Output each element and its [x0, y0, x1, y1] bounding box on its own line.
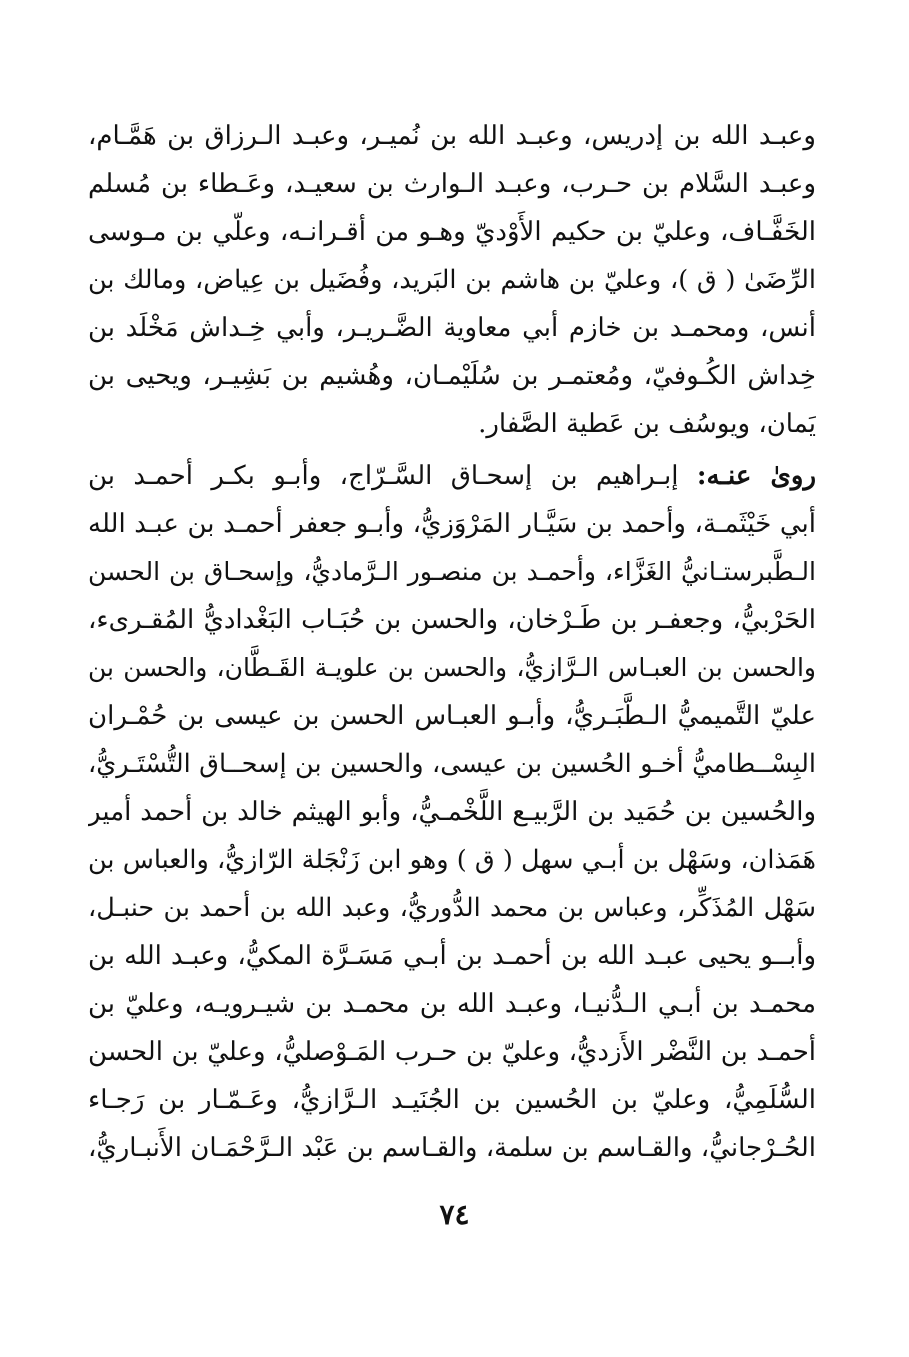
- text-line: سَهْل المُذَكِّر، وعباس بن محمد الدُّوريُّ، وعبد الله بن أحمد بن حنبـل،: [88, 893, 816, 923]
- text-line: أنس، ومحمـد بن خازم أبي معاوية الضَّـريـر، وأبي خِـداش مَخْلَد بن: [88, 313, 816, 343]
- text-line: محمـد بن أبـي الـدُّنيـا، وعبـد الله بن محمـد بن شيـرويـه، وعليّ بن: [88, 989, 816, 1019]
- text-line: السُّلَمِيُّ، وعليّ بن الحُسين بن الجُنَيـد الـرَّازيُّ، وعَـمّـار بن رَجـاء: [88, 1085, 816, 1115]
- text-line: أحمـد بن النَّضْر الأَزديُّ، وعليّ بن حـرب المَـوْصليُّ، وعليّ بن الحسن: [88, 1037, 816, 1067]
- text-line: وأبــو يحيى عبـد الله بن أحمـد بن أبـي مَسَـرَّة المكيُّ، وعبـد الله بن: [88, 941, 816, 971]
- page-number: ٧٤: [439, 1198, 470, 1231]
- text-line: خِداش الكُـوفيّ، ومُعتمـر بن سُلَيْمـان، وهُشيم بن بَشِيـر، ويحيى بن: [88, 361, 816, 391]
- text-line-first-rest: إبـراهيم بن إسحـاق السَّـرّاج، وأبـو بكـر أحمـد بن: [88, 461, 679, 491]
- section-lead-heading: روىٰ عنـه:: [696, 461, 816, 491]
- text-line: الخَفَّـاف، وعليّ بن حكيم الأَوْديّ وهـو من أقـرانـه، وعلّي بن مـوسى: [88, 217, 816, 247]
- text-line: عليّ التَّميميُّ الـطَّبَـريُّ، وأبـو العبـاس الحسن بن عيسى بن حُمْـران: [88, 701, 816, 731]
- paragraph-students: [88, 452, 816, 1172]
- text-line: الحُـرْجانيُّ، والقـاسم بن سلمة، والقـاسم بن عَبْد الـرَّحْمَـان الأَنبـاريُّ،: [88, 1133, 816, 1163]
- paragraph-teachers: [88, 112, 816, 448]
- text-line: وعبـد السَّلام بن حـرب، وعبـد الـوارث بن سعيـد، وعَـطاء بن مُسلم: [88, 169, 816, 199]
- text-line: الرِّضَىٰ ( ق )، وعليّ بن هاشم بن البَريد، وفُضَيل بن عِياض، ومالك بن: [88, 265, 816, 295]
- text-line: يَمان، ويوسُف بن عَطية الصَّفار.: [478, 409, 816, 439]
- text-line: وعبـد الله بن إدريس، وعبـد الله بن نُميـر، وعبـد الـرزاق بن هَمَّـام،: [88, 121, 816, 151]
- text-line: البِسْــطاميُّ أخـو الحُسين بن عيسى، والحسين بن إسحــاق التُّسْتَـريُّ،: [88, 749, 816, 779]
- text-line: والحسن بن العبـاس الـرَّازيُّ، والحسن بن علويـة القَـطَّان، والحسن بن: [88, 653, 816, 682]
- text-line: أبي خَيْثَمـة، وأحمد بن سَيَّـار المَرْوَزيُّ، وأبـو جعفر أحمـد بن عبـد الله: [88, 509, 816, 539]
- text-line-first: [88, 452, 816, 500]
- text-line: الحَرْبيُّ، وجعفـر بن طَـرْخان، والحسن بن حُبَـاب البَغْداديُّ المُقـرىء،: [88, 605, 816, 635]
- text-line: والحُسين بن حُمَيد بن الرَّبيـع اللَّخْمـيُّ، وأبو الهيثم خالد بن أحمد أمير: [88, 797, 816, 827]
- text-line: هَمَذان، وسَهْل بن أبـي سهل ( ق ) وهو ابن زَنْجَلة الرّازيُّ، والعباس بن: [88, 845, 816, 875]
- text-line: الـطَّبرستـانيُّ الغَزَّاء، وأحمـد بن منصـور الـرَّماديُّ، وإسحـاق بن الحسن: [88, 557, 816, 586]
